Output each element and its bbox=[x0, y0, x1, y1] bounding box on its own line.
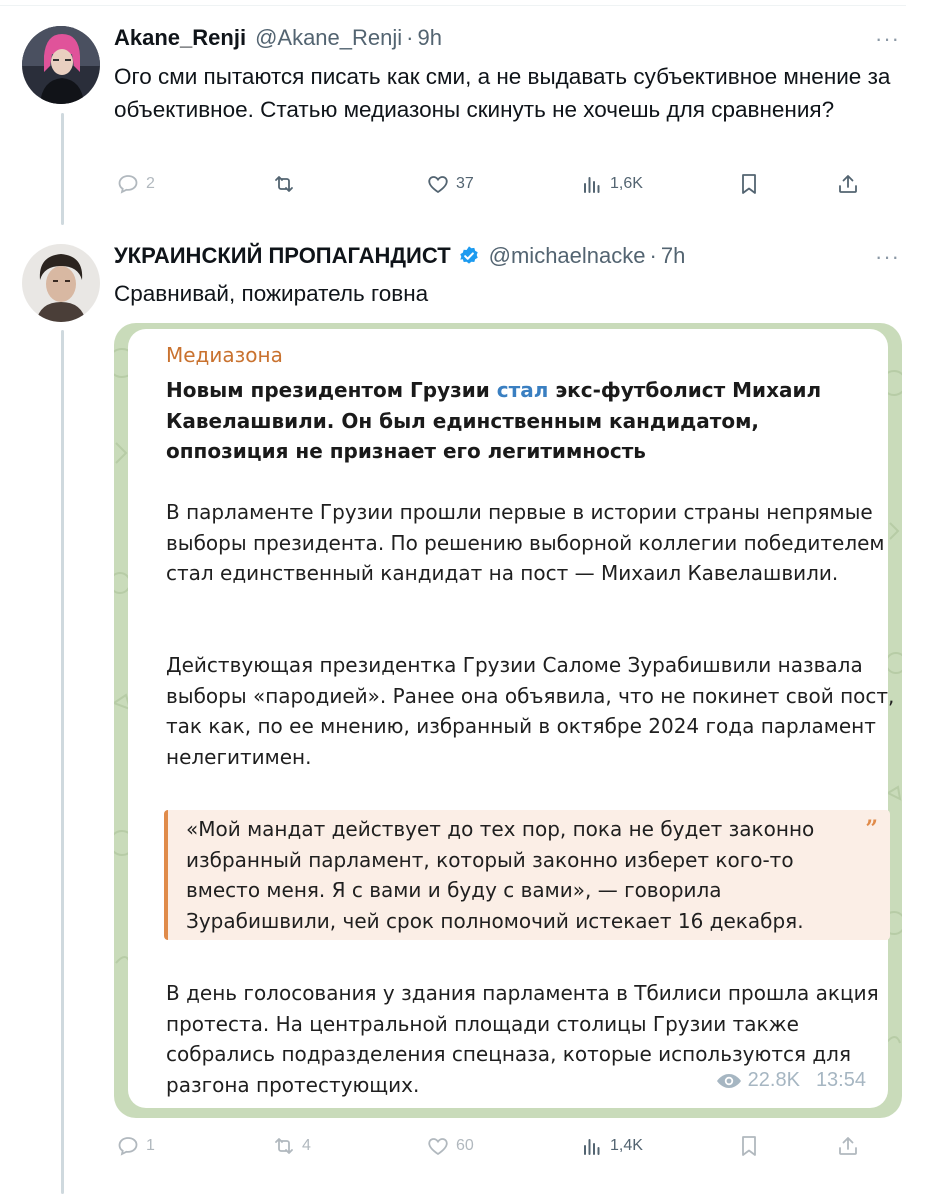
retweet-count: 4 bbox=[302, 1137, 311, 1154]
tweet-header bbox=[114, 243, 685, 269]
message-time: 13:54 bbox=[815, 1069, 866, 1091]
views-count: 1,6K bbox=[610, 175, 643, 192]
separator: · bbox=[649, 243, 657, 268]
views-icon bbox=[580, 1134, 604, 1158]
more-options-icon[interactable]: ··· bbox=[875, 26, 900, 51]
verified-badge-icon bbox=[458, 245, 480, 267]
reply-icon bbox=[116, 1134, 140, 1158]
attached-image[interactable] bbox=[114, 323, 902, 1118]
like-button[interactable] bbox=[426, 172, 474, 196]
title-link[interactable]: стал bbox=[496, 378, 549, 402]
retweet-button[interactable] bbox=[272, 1134, 311, 1158]
separator: · bbox=[406, 25, 414, 50]
retweet-icon bbox=[272, 1134, 296, 1158]
share-button[interactable] bbox=[836, 172, 860, 196]
message-title bbox=[166, 375, 886, 467]
share-icon bbox=[836, 172, 860, 196]
like-button[interactable] bbox=[426, 1134, 474, 1158]
reply-button[interactable] bbox=[116, 1134, 155, 1158]
timestamp[interactable]: 7h bbox=[660, 243, 686, 268]
views-count: 1,4K bbox=[610, 1137, 643, 1154]
avatar[interactable] bbox=[22, 244, 100, 322]
views-button[interactable] bbox=[580, 1134, 643, 1158]
share-button[interactable] bbox=[836, 1134, 860, 1158]
heart-icon bbox=[426, 1134, 450, 1158]
message-views: 22.8K bbox=[747, 1069, 800, 1091]
message-meta bbox=[716, 1069, 866, 1092]
reply-count: 1 bbox=[146, 1137, 155, 1154]
reply-count: 2 bbox=[146, 175, 155, 192]
paragraph-1: В парламенте Грузии прошли первые в истории страны непрямые выборы президента. По решению выборной коллегии победителем стал единственный кандидат на пост — Михаил Кавелашвили. bbox=[166, 500, 885, 585]
tweet-text: Ого сми пытаются писать как сми, а не выдавать субъективное мнение за объективное. Статью медиазоны скинуть не хочешь для сравнения? bbox=[114, 64, 891, 122]
author-name[interactable]: Akane_Renji bbox=[114, 25, 247, 50]
paragraph-3: В день голосования у здания парламента в Тбилиси прошла акция протеста. На центральной площади столицы Грузии также собрались подразделения спецназа, которые используются для разгона протестующих. bbox=[166, 981, 879, 1097]
quote-text: «Мой мандат действует до тех пор, пока не будет законно избранный парламент, который законно изберет кого-то вместо меня. Я с вами и буду с вами», — говорила Зурабишвили, чей срок полномочий истекает 16 декабря. bbox=[186, 817, 815, 933]
channel-name[interactable]: Медиазона bbox=[166, 343, 283, 367]
eye-icon bbox=[716, 1072, 742, 1090]
tweet-header bbox=[114, 25, 442, 51]
retweet-icon bbox=[272, 172, 296, 196]
bookmark-icon bbox=[737, 172, 761, 196]
avatar[interactable] bbox=[22, 26, 100, 104]
bookmark-button[interactable] bbox=[737, 1134, 761, 1158]
reply-icon bbox=[116, 172, 140, 196]
views-button[interactable] bbox=[580, 172, 643, 196]
retweet-button[interactable] bbox=[272, 172, 302, 196]
thread-line-2 bbox=[61, 330, 64, 1194]
timestamp[interactable]: 9h bbox=[417, 25, 442, 50]
top-divider bbox=[0, 5, 906, 6]
share-icon bbox=[836, 1134, 860, 1158]
bookmark-button[interactable] bbox=[737, 172, 761, 196]
like-count: 37 bbox=[456, 175, 474, 192]
views-icon bbox=[580, 172, 604, 196]
author-handle[interactable]: @Akane_Renji bbox=[255, 25, 403, 50]
like-count: 60 bbox=[456, 1137, 474, 1154]
bookmark-icon bbox=[737, 1134, 761, 1158]
heart-icon bbox=[426, 172, 450, 196]
telegram-message bbox=[128, 329, 895, 1108]
title-text-start: Новым президентом Грузии bbox=[166, 378, 497, 402]
author-handle[interactable]: @michaelnacke bbox=[488, 243, 646, 268]
thread-line-1 bbox=[61, 113, 64, 225]
paragraph-2: Действующая президентка Грузии Саломе Зурабишвили назвала выборы «пародией». Ранее она объявила, что не покинет свой пост, так как, по ее мнению, избранный в октябре 2024 года парламент нелегитимен. bbox=[166, 653, 895, 769]
tweet-actions bbox=[114, 1134, 874, 1164]
more-options-icon[interactable]: ··· bbox=[875, 244, 900, 269]
author-name[interactable]: УКРАИНСКИЙ ПРОПАГАНДИСТ bbox=[114, 243, 451, 268]
reply-button[interactable] bbox=[116, 172, 155, 196]
title-text-end: экс-футболист Михаил Кавелашвили. Он был единственным кандидатом, оппозиция не признает его легитимность bbox=[166, 378, 822, 463]
quote-icon: ” bbox=[865, 816, 878, 842]
quote-block bbox=[164, 810, 890, 940]
tweet-text: Сравнивай, пожиратель говна bbox=[114, 281, 429, 306]
tweet-actions bbox=[114, 172, 874, 202]
